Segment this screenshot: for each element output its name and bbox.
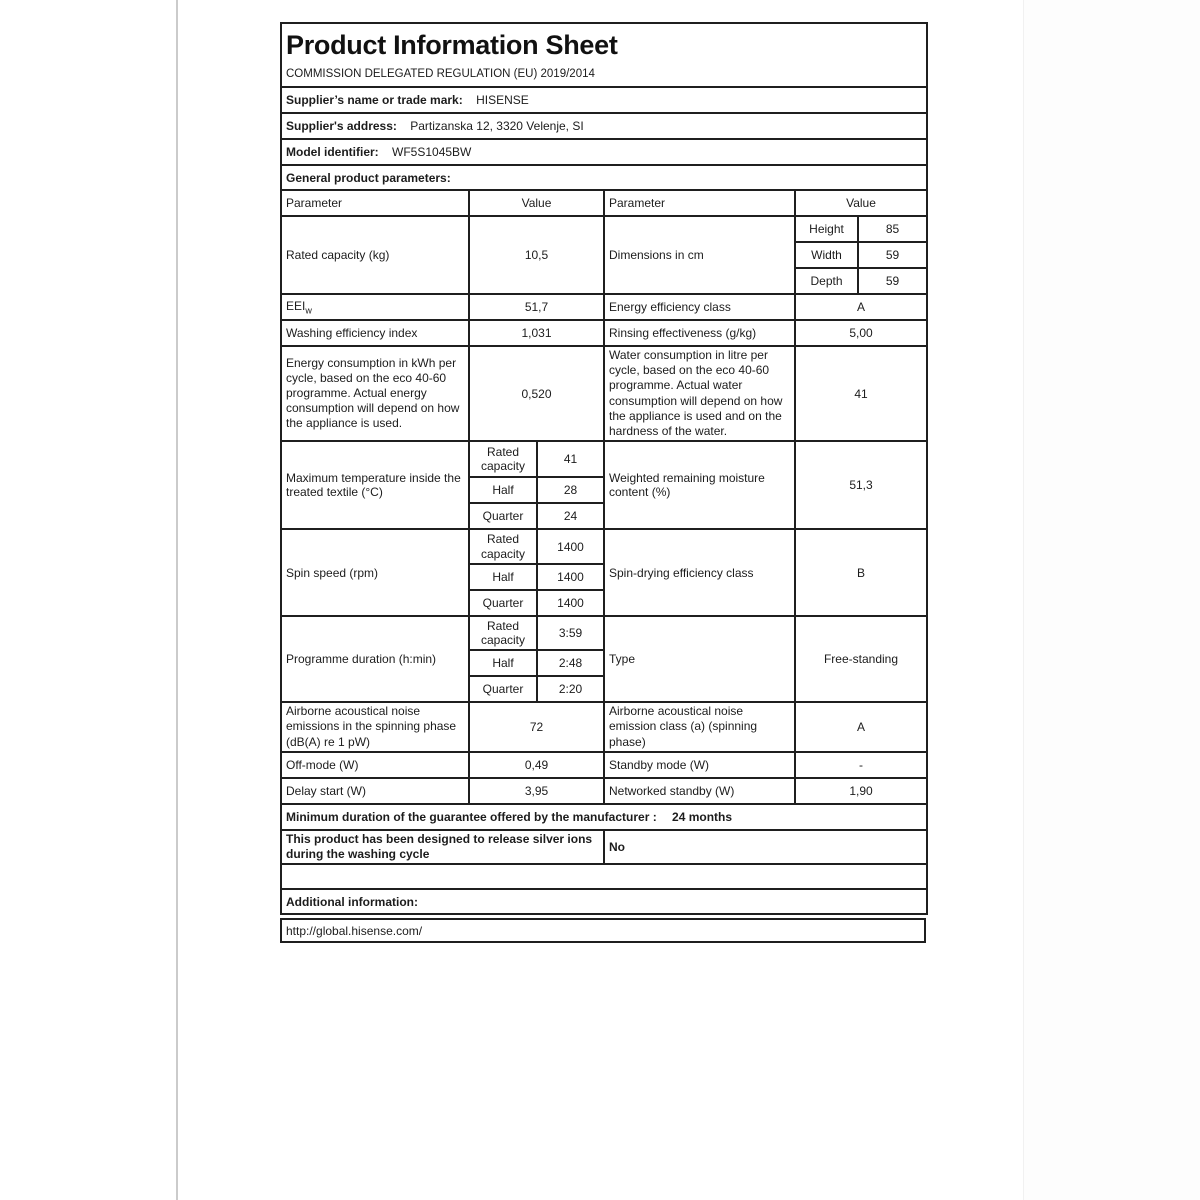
duration-quarter-value: 2:20 bbox=[537, 676, 604, 702]
general-parameters-heading: General product parameters: bbox=[281, 165, 927, 190]
spin-half-value: 1400 bbox=[537, 564, 604, 590]
spin-quarter-value: 1400 bbox=[537, 590, 604, 616]
water-consumption-value: 41 bbox=[795, 346, 927, 441]
regulation-subtitle: COMMISSION DELEGATED REGULATION (EU) 2019/2014 bbox=[286, 68, 595, 80]
noise-class-label: Airborne acoustical noise emission class (a) (spinning phase) bbox=[604, 702, 795, 752]
title-block bbox=[281, 23, 927, 87]
model-identifier-label: Model identifier: bbox=[286, 145, 379, 159]
col-header-parameter-right: Parameter bbox=[604, 190, 795, 216]
type-value: Free-standing bbox=[795, 616, 927, 702]
duration-half-label: Half bbox=[469, 650, 537, 676]
water-consumption-label: Water consumption in litre per cycle, based on the eco 40-60 programme. Actual water consumption will depend on how the appliance is used and on the hardness of the water. bbox=[604, 346, 795, 441]
washing-index-label: Washing efficiency index bbox=[281, 320, 469, 346]
moisture-label: Weighted remaining moisture content (%) bbox=[604, 441, 795, 529]
max-temp-half-label: Half bbox=[469, 477, 537, 503]
noise-label: Airborne acoustical noise emissions in the spinning phase (dB(A) re 1 pW) bbox=[281, 702, 469, 752]
col-header-value-right: Value bbox=[795, 190, 927, 216]
page-right-margin bbox=[1023, 0, 1200, 1200]
delay-start-value: 3,95 bbox=[469, 778, 604, 804]
max-temp-quarter-value: 24 bbox=[537, 503, 604, 529]
model-identifier-row bbox=[281, 139, 927, 165]
off-mode-label: Off-mode (W) bbox=[281, 752, 469, 778]
spin-class-value: B bbox=[795, 529, 927, 616]
supplier-address-row bbox=[281, 113, 927, 139]
max-temp-rated-value: 41 bbox=[537, 441, 604, 477]
spin-speed-label: Spin speed (rpm) bbox=[281, 529, 469, 616]
noise-class-value: A bbox=[795, 702, 927, 752]
product-information-sheet bbox=[280, 22, 926, 943]
dimension-height-value: 85 bbox=[858, 216, 927, 242]
energy-consumption-value: 0,520 bbox=[469, 346, 604, 441]
website-row bbox=[280, 918, 926, 943]
rated-capacity-label: Rated capacity (kg) bbox=[281, 216, 469, 294]
supplier-name-value: HISENSE bbox=[476, 93, 529, 107]
networked-standby-value: 1,90 bbox=[795, 778, 927, 804]
dimensions-label: Dimensions in cm bbox=[604, 216, 795, 294]
max-temp-half-value: 28 bbox=[537, 477, 604, 503]
rinsing-label: Rinsing effectiveness (g/kg) bbox=[604, 320, 795, 346]
energy-class-value: A bbox=[795, 294, 927, 320]
dimension-depth-label: Depth bbox=[795, 268, 858, 294]
silver-ions-value: No bbox=[604, 830, 927, 864]
networked-standby-label: Networked standby (W) bbox=[604, 778, 795, 804]
eei-subscript: w bbox=[305, 305, 312, 316]
col-header-parameter-left: Parameter bbox=[281, 190, 469, 216]
silver-ions-label: This product has been designed to release silver ions during the washing cycle bbox=[281, 830, 604, 864]
supplier-address-label: Supplier's address: bbox=[286, 119, 397, 133]
off-mode-value: 0,49 bbox=[469, 752, 604, 778]
guarantee-value: 24 months bbox=[672, 810, 733, 824]
eei-value: 51,7 bbox=[469, 294, 604, 320]
duration-rated-value: 3:59 bbox=[537, 616, 604, 650]
max-temperature-label: Maximum temperature inside the treated textile (°C) bbox=[281, 441, 469, 529]
standby-value: - bbox=[795, 752, 927, 778]
page-edge-divider bbox=[176, 0, 178, 1200]
dimension-width-label: Width bbox=[795, 242, 858, 268]
model-identifier-value: WF5S1045BW bbox=[392, 145, 472, 159]
dimension-width-value: 59 bbox=[858, 242, 927, 268]
rated-capacity-value: 10,5 bbox=[469, 216, 604, 294]
supplier-name-row bbox=[281, 87, 927, 113]
spin-class-label: Spin-drying efficiency class bbox=[604, 529, 795, 616]
max-temp-rated-label: Rated capacity bbox=[469, 441, 537, 477]
guarantee-label: Minimum duration of the guarantee offered by the manufacturer : bbox=[286, 810, 657, 824]
supplier-name-label: Supplier’s name or trade mark: bbox=[286, 93, 463, 107]
spin-half-label: Half bbox=[469, 564, 537, 590]
duration-label: Programme duration (h:min) bbox=[281, 616, 469, 702]
dimension-depth-value: 59 bbox=[858, 268, 927, 294]
energy-class-label: Energy efficiency class bbox=[604, 294, 795, 320]
duration-half-value: 2:48 bbox=[537, 650, 604, 676]
duration-rated-label: Rated capacity bbox=[469, 616, 537, 650]
moisture-value: 51,3 bbox=[795, 441, 927, 529]
spin-rated-label: Rated capacity bbox=[469, 529, 537, 564]
spin-rated-value: 1400 bbox=[537, 529, 604, 564]
product-info-table bbox=[280, 22, 928, 915]
max-temp-quarter-label: Quarter bbox=[469, 503, 537, 529]
delay-start-label: Delay start (W) bbox=[281, 778, 469, 804]
additional-info-heading: Additional information: bbox=[281, 889, 927, 914]
standby-label: Standby mode (W) bbox=[604, 752, 795, 778]
col-header-value-left: Value bbox=[469, 190, 604, 216]
supplier-address-value: Partizanska 12, 3320 Velenje, SI bbox=[410, 119, 584, 133]
washing-index-value: 1,031 bbox=[469, 320, 604, 346]
guarantee-row bbox=[281, 804, 927, 830]
type-label: Type bbox=[604, 616, 795, 702]
spin-quarter-label: Quarter bbox=[469, 590, 537, 616]
eei-label: $EEI_w$ bbox=[281, 294, 469, 320]
duration-quarter-label: Quarter bbox=[469, 676, 537, 702]
dimension-height-label: Height bbox=[795, 216, 858, 242]
noise-value: 72 bbox=[469, 702, 604, 752]
energy-consumption-label: Energy consumption in kWh per cycle, based on the eco 40-60 programme. Actual energy consumption will depend on how the appliance is used. bbox=[281, 346, 469, 441]
page-title: Product Information Sheet bbox=[286, 30, 618, 60]
empty-row bbox=[281, 864, 927, 889]
website-link[interactable]: http://global.hisense.com/ bbox=[286, 923, 423, 938]
rinsing-value: 5,00 bbox=[795, 320, 927, 346]
